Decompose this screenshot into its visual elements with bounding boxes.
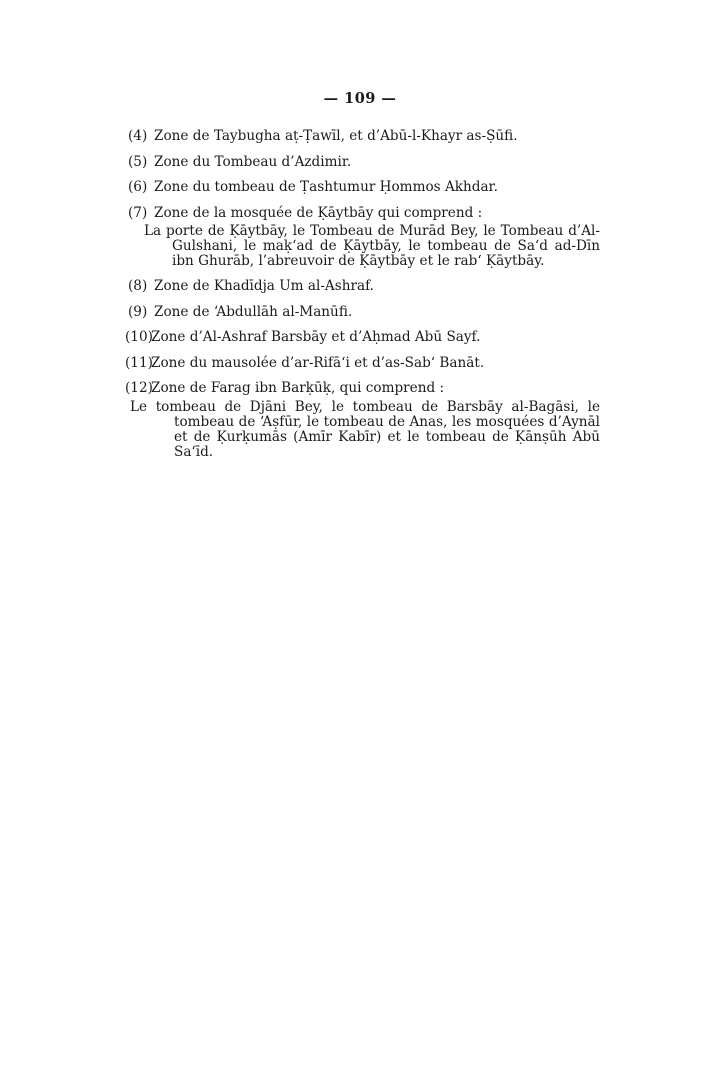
zone-12-description: Le tombeau de Djāni Bey, le tombeau de Barsbāy al-Bagāsi, le tombeau de ‘Aṣfūr, le tombeau de Anas, les mosquées d’Aynāl et de Ḳurḳumās (Amīr Kabīr) et le tombeau de Ḳānṣūh Abū Sa‘īd. [130,398,600,460]
entry-text: Zone de Taybugha aṭ-Ṭawīl, et d’Abū-l-Khayr as-Ṣūfi. [154,128,518,144]
entry-number: (7) [128,204,148,221]
entry-number: (11) [125,354,153,371]
zone-entry-7 [128,205,600,222]
entry-number: (12) [125,380,153,396]
zone-list [125,128,600,469]
entry-text: Zone de la mosquée de Ḳāytbāy qui comprend : [154,204,483,221]
zone-entry-11 [125,354,600,372]
entry-number: (10) [125,329,153,345]
entry-text: Zone de ‘Abdullāh al-Manūfi. [154,303,353,320]
zone-entry-4 [128,128,600,145]
zone-7-description: La porte de Ḳāytbāy, le Tombeau de Murād Bey, le Tombeau d’Al-Gulshani, le maḳ‘ad de Ḳāytbāy, le tombeau de Sa‘d ad-Dīn ibn Ghurāb, l’abreuvoir de Ḳāytbāy et le rab‘ Ḳāytbāy. [144,223,600,269]
page-number: — 109 — [323,90,397,107]
entry-number: (9) [128,303,148,320]
entry-text: Zone de Farag ibn Barḳūḳ, qui comprend : [151,380,445,396]
entry-text: Zone du mausolée d’ar-Rifā‘i et d’as-Sab‘ Banāt. [151,354,485,371]
entry-number: (4) [128,128,148,144]
entry-number: (8) [128,278,148,294]
entry-text: Zone du tombeau de Ṭashtumur Ḥommos Akhdar. [154,179,498,195]
zone-entry-8 [128,278,600,295]
zone-entry-5 [128,154,600,171]
zone-entry-6 [128,179,600,196]
entry-text: Zone d’Al-Ashraf Barsbāy et d’Aḥmad Abū Sayf. [151,329,481,345]
entry-number: (5) [128,153,148,170]
zone-entry-12 [125,380,600,397]
entry-number: (6) [128,179,148,195]
zone-entry-9 [128,304,600,321]
zone-entry-10 [125,329,600,346]
entry-text: Zone du Tombeau d’Azdimir. [154,153,352,170]
entry-text: Zone de Khadīdja Um al-Ashraf. [154,278,374,294]
